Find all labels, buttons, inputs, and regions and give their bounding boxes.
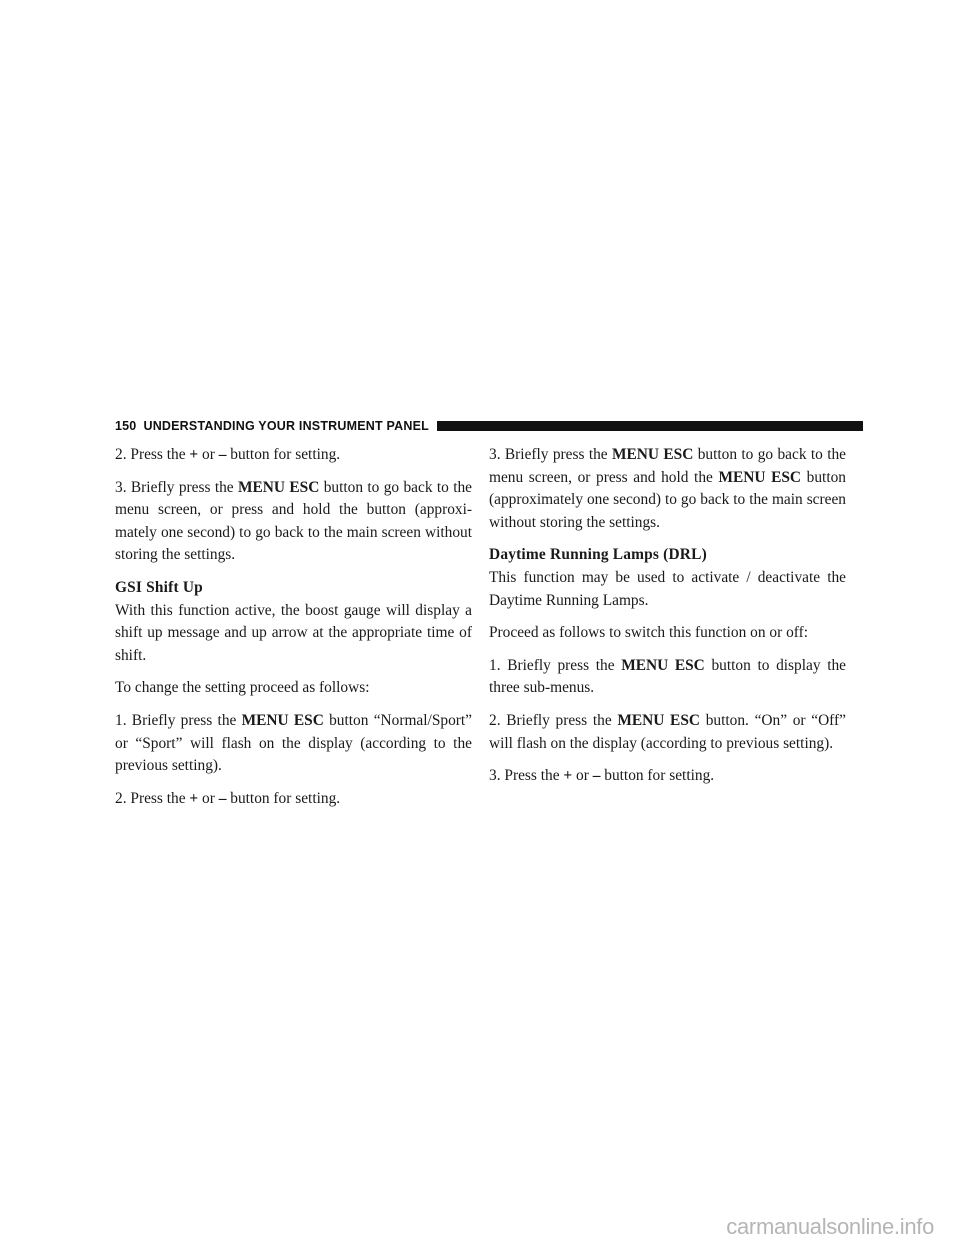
page-number: 150 — [115, 419, 137, 433]
right-column — [489, 444, 846, 798]
paragraph: 2. Briefly press the MENU ESC button. “On” or “Off” will flash on the display (according to previous setting). — [489, 711, 846, 752]
paragraph: 2. Press the + or – button for setting. — [115, 789, 341, 807]
paragraph: 3. Press the + or – button for setting. — [489, 767, 715, 785]
section-title: UNDERSTANDING YOUR INSTRUMENT PANEL — [143, 419, 429, 433]
paragraph: To change the setting proceed as follows: — [115, 679, 370, 697]
section-heading: GSI Shift Up — [115, 578, 203, 596]
paragraph: Proceed as follows to switch this function on or off: — [489, 624, 809, 642]
section-heading: Daytime Running Lamps (DRL) — [489, 546, 707, 564]
paragraph: 3. Briefly press the MENU ESC button to go back to the menu screen, or press and hold the MENU ESC button (approximately one second) to go back to the main screen without storing the settings. — [489, 446, 847, 531]
watermark: carmanualsonline.info — [726, 1214, 934, 1239]
header-rule — [437, 421, 863, 431]
paragraph: With this function active, the boost gauge will display a shift up message and up arrow at the appropriate time of shift. — [115, 601, 472, 664]
paragraph: 3. Briefly press the MENU ESC button to go back to the menu screen, or press and hold the button (approxi-mately one second) to go back to the main screen without storing the settings. — [115, 478, 473, 564]
left-column — [115, 444, 472, 820]
paragraph: 1. Briefly press the MENU ESC button to display the three sub-menus. — [489, 656, 846, 697]
page-header — [115, 418, 863, 434]
paragraph: This function may be used to activate / deactivate the Daytime Running Lamps. — [489, 568, 846, 609]
paragraph: 2. Press the + or – button for setting. — [115, 446, 341, 463]
paragraph: 1. Briefly press the MENU ESC button “Normal/Sport” or “Sport” will flash on the display (according to the previous setting). — [115, 711, 472, 775]
